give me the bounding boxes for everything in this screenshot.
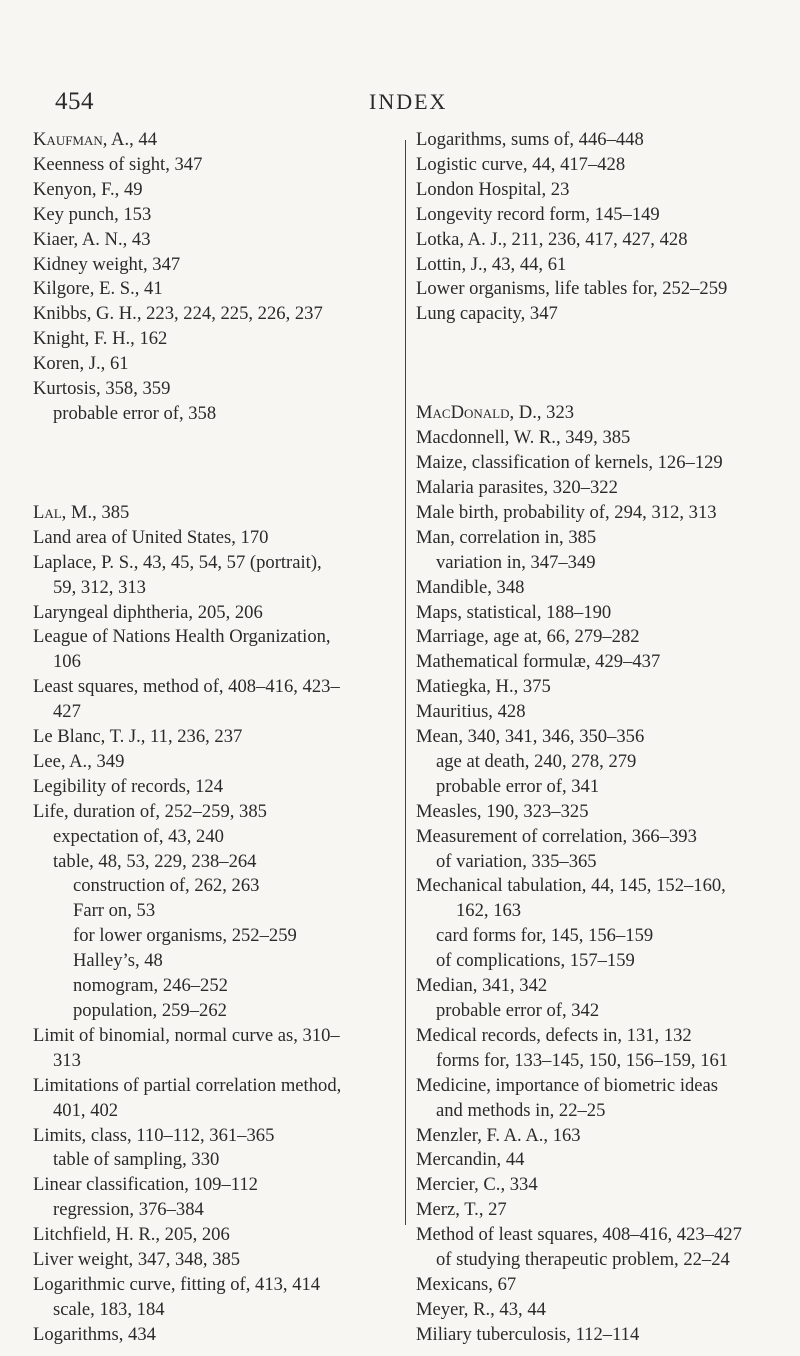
index-entry: Male birth, probability of, 294, 312, 313	[416, 501, 717, 523]
index-entry: Keenness of sight, 347	[33, 153, 203, 175]
index-entry: Key punch, 153	[33, 203, 152, 225]
index-subentry: of complications, 157–159	[436, 950, 635, 972]
index-subsubentry: for lower organisms, 252–259	[73, 925, 297, 947]
index-entry: Median, 341, 342	[416, 975, 548, 997]
index-continuation: and methods in, 22–25	[436, 1099, 606, 1121]
index-entry: Menzler, F. A. A., 163	[416, 1124, 581, 1146]
index-entry: Knight, F. H., 162	[33, 328, 168, 350]
index-entry: Kilgore, E. S., 41	[33, 278, 163, 300]
index-column-right	[416, 128, 791, 1348]
index-subentry: forms for, 133–145, 150, 156–159, 161	[436, 1049, 729, 1071]
index-entry: Lal, M., 385	[33, 501, 130, 523]
index-entry: Mechanical tabulation, 44, 145, 152–160,	[416, 875, 726, 897]
index-continuation: 59, 312, 313	[53, 576, 146, 598]
index-entry: Kaufman, A., 44	[33, 129, 158, 150]
index-entry: Lower organisms, life tables for, 252–259	[416, 278, 728, 300]
index-entry: Lotka, A. J., 211, 236, 417, 427, 428	[416, 228, 688, 250]
index-entry: Matiegka, H., 375	[416, 676, 551, 698]
index-entry: Mathematical formulæ, 429–437	[416, 651, 661, 673]
index-entry: Medicine, importance of biometric ideas	[416, 1074, 719, 1096]
index-column-left	[33, 128, 403, 1348]
index-subentry: of variation, 335–365	[436, 850, 597, 872]
index-entry: Man, correlation in, 385	[416, 526, 597, 548]
index-continuation: 162, 163	[456, 900, 522, 922]
index-subentry: probable error of, 341	[436, 775, 600, 797]
index-entry: Linear classification, 109–112	[33, 1174, 258, 1196]
index-subentry: probable error of, 342	[436, 1000, 600, 1021]
index-continuation: 401, 402	[53, 1099, 119, 1121]
index-subsubentry: construction of, 262, 263	[73, 875, 260, 897]
index-entry: London Hospital, 23	[416, 178, 570, 200]
page-title: INDEX	[369, 89, 448, 114]
index-entry: Maps, statistical, 188–190	[416, 601, 612, 623]
section-gap	[33, 427, 403, 501]
index-entry: Least squares, method of, 408–416, 423–	[33, 676, 340, 698]
index-entry: Limitations of partial correlation method,	[33, 1074, 342, 1096]
index-entry: Logarithms, sums of, 446–448	[416, 129, 644, 150]
index-subsubentry: nomogram, 246–252	[73, 975, 228, 997]
index-subentry: age at death, 240, 278, 279	[436, 750, 637, 772]
index-entry: Malaria parasites, 320–322	[416, 476, 618, 498]
page-header	[55, 88, 755, 118]
index-entry: Logarithmic curve, fitting of, 413, 414	[33, 1273, 321, 1295]
index-entry: Lottin, J., 43, 44, 61	[416, 253, 567, 275]
index-entry: Meyer, R., 43, 44	[416, 1298, 546, 1320]
index-entry: Kiaer, A. N., 43	[33, 228, 151, 250]
index-subentry: scale, 183, 184	[53, 1298, 165, 1320]
index-entry: Kenyon, F., 49	[33, 178, 143, 200]
index-subsubentry: Farr on, 53	[73, 900, 156, 922]
index-entry: Miliary tuberculosis, 112–114	[416, 1323, 640, 1345]
index-entry: Mercier, C., 334	[416, 1174, 538, 1196]
index-entry: Land area of United States, 170	[33, 526, 269, 548]
index-entry: Kurtosis, 358, 359	[33, 378, 171, 400]
index-entry: Macdonnell, W. R., 349, 385	[416, 427, 631, 449]
index-continuation: 427	[53, 701, 81, 723]
index-entry: Limit of binomial, normal curve as, 310–	[33, 1024, 340, 1046]
page-number: 454	[55, 88, 94, 115]
index-entry: Method of least squares, 408–416, 423–427	[416, 1224, 742, 1246]
index-entry: Knibbs, G. H., 223, 224, 225, 226, 237	[33, 303, 323, 325]
index-subentry: table, 48, 53, 229, 238–264	[53, 850, 257, 872]
index-entry: Le Blanc, T. J., 11, 236, 237	[33, 726, 243, 748]
index-subentry: regression, 376–384	[53, 1199, 204, 1221]
index-entry: Lee, A., 349	[33, 750, 125, 772]
index-entry: Logistic curve, 44, 417–428	[416, 153, 626, 175]
index-entry: Mean, 340, 341, 346, 350–356	[416, 726, 645, 748]
index-subentry: of studying therapeutic problem, 22–24	[436, 1249, 730, 1271]
index-entry: Measurement of correlation, 366–393	[416, 825, 697, 847]
index-subentry: card forms for, 145, 156–159	[436, 925, 654, 947]
index-entry: Laplace, P. S., 43, 45, 54, 57 (portrait),	[33, 551, 322, 573]
section-gap	[416, 327, 791, 401]
index-entry: Merz, T., 27	[416, 1199, 507, 1221]
index-entry: Medical records, defects in, 131, 132	[416, 1024, 692, 1046]
index-subentry: table of sampling, 330	[53, 1149, 220, 1171]
index-entry: Liver weight, 347, 348, 385	[33, 1249, 241, 1271]
index-entry: Mexicans, 67	[416, 1273, 517, 1295]
index-entry: Maize, classification of kernels, 126–129	[416, 452, 723, 474]
index-entry: Life, duration of, 252–259, 385	[33, 800, 267, 822]
index-entry: Marriage, age at, 66, 279–282	[416, 626, 640, 648]
index-subentry: variation in, 347–349	[436, 551, 596, 573]
index-entry: League of Nations Health Organization,	[33, 626, 331, 648]
index-subentry: probable error of, 358	[53, 402, 217, 424]
index-continuation: 313	[53, 1049, 81, 1071]
index-entry: Limits, class, 110–112, 361–365	[33, 1124, 275, 1146]
index-entry: Litchfield, H. R., 205, 206	[33, 1224, 230, 1246]
index-entry: Longevity record form, 145–149	[416, 203, 660, 225]
index-entry: Mandible, 348	[416, 576, 525, 598]
index-entry: Kidney weight, 347	[33, 253, 181, 275]
column-divider	[405, 140, 406, 1225]
index-subsubentry: population, 259–262	[73, 1000, 227, 1021]
index-subentry: expectation of, 43, 240	[53, 825, 224, 847]
index-entry: Lung capacity, 347	[416, 303, 558, 325]
index-entry: Measles, 190, 323–325	[416, 800, 589, 822]
index-entry: Logarithms, 434	[33, 1323, 156, 1345]
index-entry: MacDonald, D., 323	[416, 402, 575, 424]
index-entry: Koren, J., 61	[33, 353, 129, 375]
index-entry: Mauritius, 428	[416, 701, 526, 723]
index-continuation: 106	[53, 651, 81, 673]
index-entry: Legibility of records, 124	[33, 775, 224, 797]
index-subsubentry: Halley’s, 48	[73, 950, 163, 972]
index-entry: Mercandin, 44	[416, 1149, 525, 1171]
index-entry: Laryngeal diphtheria, 205, 206	[33, 601, 263, 623]
